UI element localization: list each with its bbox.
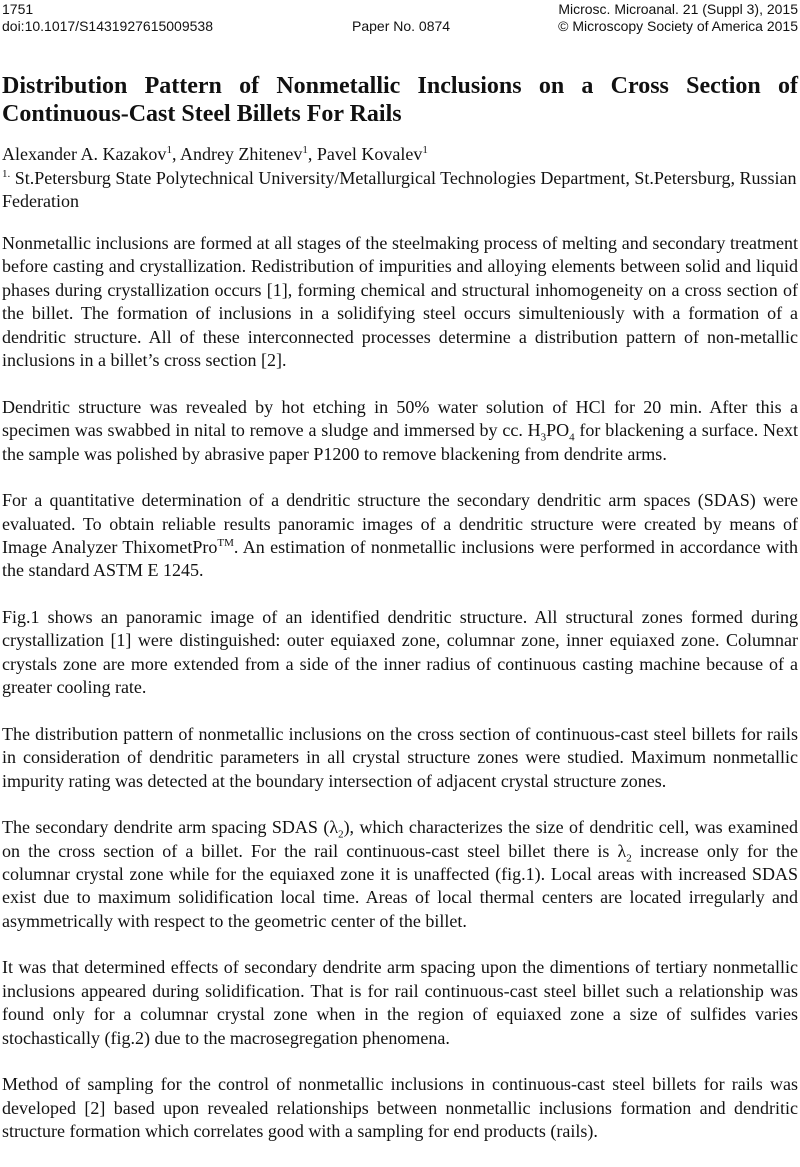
subscript: 3 xyxy=(540,431,547,444)
doi: doi:10.1017/S1431927615009538 xyxy=(2,18,213,34)
paragraph-text: . An estimation of nonmetallic inclusions were performed in accordance with the standard ASTM E 1245. xyxy=(2,536,799,581)
paragraph-text: It was that determined effects of secondary dendrite arm spacing upon the dimentions of tertiary nonmetallic inclusions appeared during solidification. That is for rail continuous-cast steel billet such a relationship was found only for a columnar crystal zone when in the region of equiaxed zone a size of sulfides varies stochastically (fig.2) due to the macrosegregation phenomena. xyxy=(2,957,798,1048)
author-name: Andrey Zhitenev xyxy=(179,144,303,164)
author-affiliation-marker: 1 xyxy=(422,144,428,156)
body-text xyxy=(2,232,798,1167)
page-number: 1751 xyxy=(2,1,34,17)
paper-number: Paper No. 0874 xyxy=(352,18,451,34)
paragraph-fig1 xyxy=(2,606,798,700)
paragraph-text: Fig.1 shows an panoramic image of an identified dendritic structure. All structural zones formed during crystallization [1] were distinguished: outer equiaxed zone, columnar zone, inner equiaxed zone. Columnar crystals zone are more extended from a side of the inner radius of continuous casting machine because of a greater cooling rate. xyxy=(2,606,798,698)
copyright: © Microscopy Society of America 2015 xyxy=(558,18,798,34)
paragraph-text: The distribution pattern of nonmetallic inclusions on the cross section of continuous-cast steel billets for rails in consideration of dendritic parameters in all crystal structure zones were studied. Maximum nonmetallic impurity rating was detected at the boundary intersection of adjacent crystal structure zones. xyxy=(2,723,798,791)
paragraph-intro xyxy=(2,232,798,373)
author-name: Pavel Kovalev xyxy=(316,144,423,164)
author-affiliation-marker: 1 xyxy=(302,144,308,156)
paragraph-text: increase only for the columnar crystal zone while for the equiaxed zone it is unaffected (fig.1). Local areas with increased SDAS exist due to maximum solidification local time. Areas of local thermal centers are located irregularly and asymmetrically with respect to the geometric center of the billet. xyxy=(2,840,798,931)
author-separator: , xyxy=(307,144,317,164)
paragraph-text: ), which characterizes the size of dendritic cell, was examined on the cross section of a billet. For the rail continuous-cast steel billet there is λ xyxy=(2,817,798,861)
author-affiliation-marker: 1 xyxy=(166,144,172,156)
subscript: 4 xyxy=(569,431,575,444)
paper-title: Distribution Pattern of Nonmetallic Inclusions on a Cross Section of Continuous-Cast Steel Billets For Rails xyxy=(2,73,798,127)
paragraph-text: The secondary dendrite arm spacing SDAS (λ xyxy=(2,817,339,838)
paragraph-sampling xyxy=(2,1073,798,1143)
author-list xyxy=(2,143,428,165)
paragraph-text: Method of sampling for the control of nonmetallic inclusions in continuous-cast steel billets for rails was developed [2] based upon revealed relationships between nonmetallic inclusions formation and dendritic structure formation which correlates good with a sampling for end products (rails). xyxy=(2,1074,798,1142)
paragraph-sdas-method xyxy=(2,489,798,583)
paragraph-text: Nonmetallic inclusions are formed at all stages of the steelmaking process of melting and secondary treatment before casting and crystallization. Redistribution of impurities and alloying elements between solid and liquid phases during crystallization occurs [1], forming chemical and structural inhomogeneity on a cross section of the billet. The formation of inclusions in a solidifying steel occurs simulteniously with a formation of a dendritic structure. All of these interconnected processes determine a distribution pattern of non-metallic inclusions in a billet’s cross section [2]. xyxy=(2,233,798,371)
paragraph-lambda xyxy=(2,816,798,933)
author-name: Alexander A. Kazakov xyxy=(2,144,167,164)
paragraph-distribution xyxy=(2,723,798,793)
paragraph-etching xyxy=(2,396,798,466)
affiliation-marker: 1. xyxy=(2,168,11,180)
paragraph-text: For a quantitative determination of a dendritic structure the secondary dendritic arm spaces (SDAS) were evaluated. To obtain reliable results panoramic images of a dendritic structure were created by means of Image Analyzer ThixometPro xyxy=(2,490,798,557)
journal-citation: Microsc. Microanal. 21 (Suppl 3), 2015 xyxy=(558,1,798,17)
subscript: 2 xyxy=(338,828,344,841)
author-separator: , xyxy=(171,144,180,164)
paragraph-text: Dendritic structure was revealed by hot etching in 50% water solution of HCl for 20 min. After this a specimen was swabbed in nital to remove a sludge and immersed by cc. H xyxy=(2,396,798,441)
paragraph-text: PO xyxy=(546,420,570,441)
paragraph-text: for blackening a surface. Next the sample was polished by abrasive paper P1200 to remove blackening from dendrite arms. xyxy=(2,420,798,464)
paragraph-effects xyxy=(2,956,798,1050)
trademark-superscript: TM xyxy=(217,536,234,549)
subscript: 2 xyxy=(626,852,632,865)
affiliation xyxy=(2,167,798,213)
affiliation-text: St.Petersburg State Polytechnical University/Metallurgical Technologies Department, St.Petersburg, Russian Federation xyxy=(2,168,797,211)
